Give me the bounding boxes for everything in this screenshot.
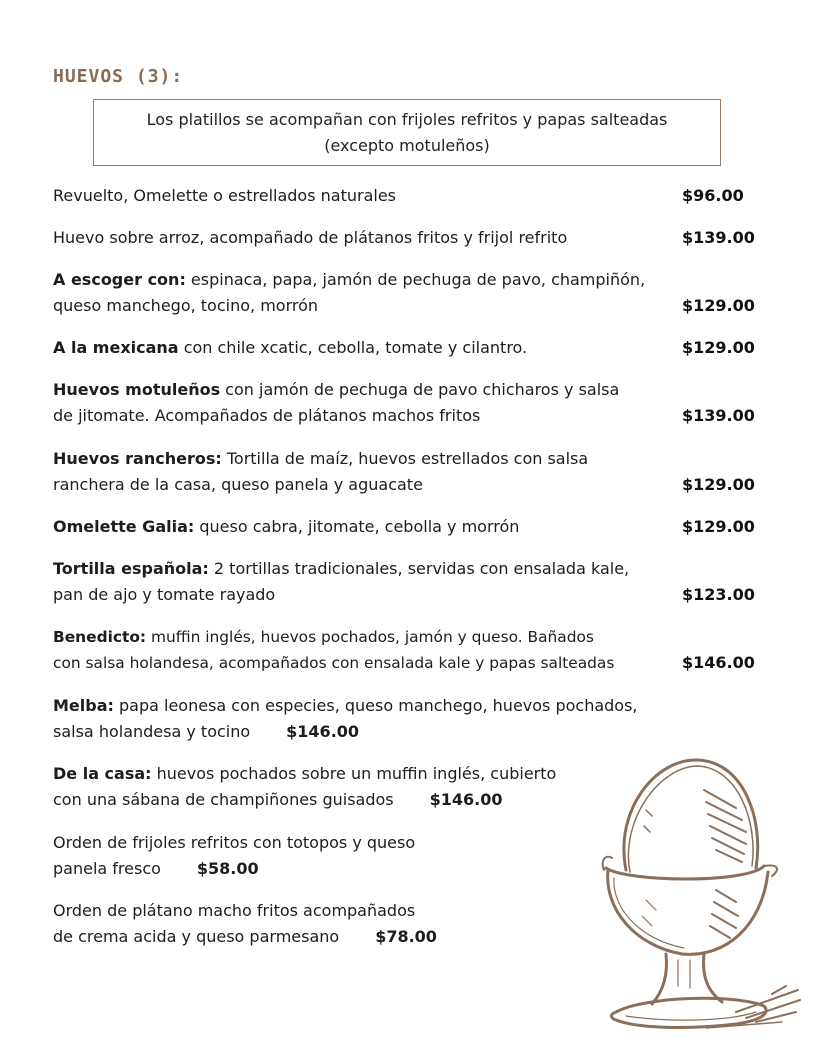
item-text-2: con salsa holandesa, acompañados con ensalada kale y papas salteadas <box>53 654 615 672</box>
item-text: con chile xcatic, cebolla, tomate y cilantro. <box>178 338 528 357</box>
item-price: $146.00 <box>682 653 755 672</box>
item-price: $139.00 <box>682 228 755 247</box>
item-text: Huevo sobre arroz, acompañado de plátanos fritos y frijol refrito <box>53 228 568 247</box>
note-line-2: (excepto motuleños) <box>324 135 490 155</box>
item-name: Benedicto: <box>53 628 147 646</box>
menu-item <box>53 693 638 745</box>
section-heading: HUEVOS (3): <box>53 66 184 87</box>
item-name: Melba: <box>53 696 114 715</box>
item-text: huevos pochados sobre un muffin inglés, cubierto <box>151 764 557 783</box>
menu-item <box>53 761 556 813</box>
item-text-2: ranchera de la casa, queso panela y aguacate <box>53 475 423 494</box>
menu-item <box>53 335 527 361</box>
item-text: queso cabra, jitomate, cebolla y morrón <box>194 517 520 536</box>
item-text-2: queso manchego, tocino, morrón <box>53 296 319 315</box>
egg-cup-illustration <box>586 750 806 1040</box>
item-price: $58.00 <box>196 859 259 878</box>
item-name: Huevos motuleños <box>53 380 221 399</box>
item-text: Revuelto, Omelette o estrellados naturales <box>53 186 396 205</box>
accompaniment-note <box>93 99 721 166</box>
item-price: $123.00 <box>682 585 755 604</box>
item-name: Tortilla española: <box>53 559 209 578</box>
item-name: A la mexicana <box>53 338 179 357</box>
menu-item <box>53 225 567 251</box>
item-name: De la casa: <box>53 764 152 783</box>
item-price: $129.00 <box>682 296 755 315</box>
item-price: $129.00 <box>682 517 755 536</box>
menu-item <box>53 624 614 676</box>
item-text: papa leonesa con especies, queso manchego, huevos pochados, <box>113 696 638 715</box>
item-text-2: pan de ajo y tomate rayado <box>53 585 276 604</box>
item-text: espinaca, papa, jamón de pechuga de pavo, champiñón, <box>185 270 646 289</box>
menu-item <box>53 556 629 608</box>
item-price: $139.00 <box>682 406 755 425</box>
item-text-2: con una sábana de champiñones guisados <box>53 790 394 809</box>
menu-item <box>53 267 645 319</box>
item-price: $146.00 <box>429 790 503 809</box>
menu-item <box>53 830 415 882</box>
note-line-1: Los platillos se acompañan con frijoles refritos y papas salteadas <box>146 109 668 129</box>
item-text-2: salsa holandesa y tocino <box>53 722 251 741</box>
menu-item <box>53 183 396 209</box>
item-text-2: de jitomate. Acompañados de plátanos machos fritos <box>53 406 481 425</box>
menu-item <box>53 514 519 540</box>
menu-item <box>53 898 437 950</box>
item-name: A escoger con: <box>53 270 186 289</box>
menu-item <box>53 446 588 498</box>
item-name: Huevos rancheros: <box>53 449 222 468</box>
item-name: Omelette Galia: <box>53 517 195 536</box>
item-text-2: panela fresco <box>53 859 161 878</box>
item-price: $96.00 <box>682 186 744 205</box>
item-price: $78.00 <box>375 927 437 946</box>
item-price: $129.00 <box>682 475 755 494</box>
item-text: 2 tortillas tradicionales, servidas con ensalada kale, <box>208 559 630 578</box>
item-price: $129.00 <box>682 338 755 357</box>
item-text: con jamón de pechuga de pavo chicharos y salsa <box>220 380 620 399</box>
item-text: Orden de frijoles refritos con totopos y queso <box>53 833 416 852</box>
item-price: $146.00 <box>286 722 360 741</box>
item-text: Orden de plátano macho fritos acompañados <box>53 901 416 920</box>
item-text-2: de crema acida y queso parmesano <box>53 927 340 946</box>
item-text: Tortilla de maíz, huevos estrellados con salsa <box>221 449 589 468</box>
menu-item <box>53 377 619 429</box>
item-text: muffin inglés, huevos pochados, jamón y queso. Bañados <box>146 628 594 646</box>
